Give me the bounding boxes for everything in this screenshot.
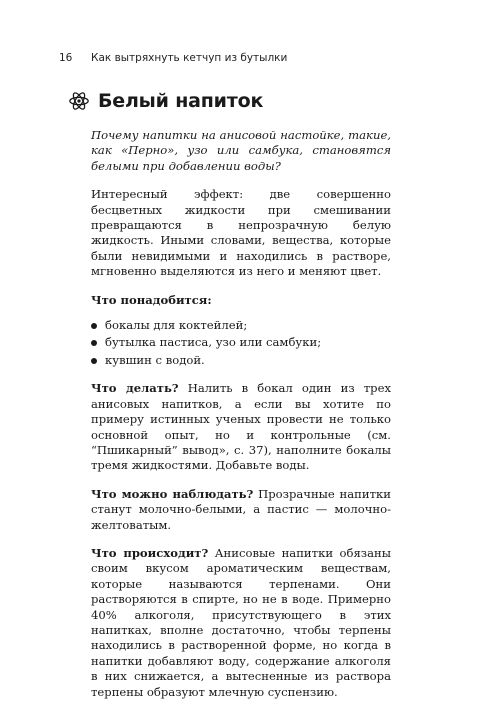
running-header (59, 52, 287, 64)
observe-text: Прозрачные напитки станут молочно-белыми, а пастис — молочно-желтоватым. (91, 486, 391, 532)
article-body (91, 128, 391, 713)
materials-list (91, 318, 391, 368)
todo-text: Налить в бокал один из трех анисовых напитков, а если вы хотите по примеру истинных ученых провести не только основной опыт, но и контрольные (см. “Пшикарный” вывод», с. 37), наполните бокалы тремя жидкостями. Добавьте воды. (91, 381, 391, 473)
observe-label: Что можно наблюдать? (91, 486, 254, 501)
intro-question: Почему напитки на анисовой настойке, такие, как «Перно», узо или самбука, становятся белыми при добавлении воды? (91, 128, 391, 173)
todo-label: Что делать? (91, 381, 179, 396)
section-title (68, 90, 263, 112)
page-number: 16 (59, 52, 73, 64)
happens-label: Что происходит? (91, 545, 209, 560)
paragraph-effect: Интересный эффект: две совершенно бесцветных жидкости при смешивании превращаются в непрозрачную белую жидкость. Иными словами, вещества, которые были невидимыми и находились в растворе, мгновенно выделяются из него и меняют цвет. (91, 187, 391, 279)
list-item-text: бокалы для коктейлей; (105, 318, 248, 333)
paragraph-todo (91, 381, 391, 473)
list-item (91, 318, 391, 333)
happens-text: Анисовые напитки обязаны своим вкусом ароматическим веществам, которые называются терпенами. Они растворяются в спирте, но не в воде. Примерно 40% алкоголя, присутствующего в этих напитках, вполне достаточно, чтобы терпены находились в растворенной форме, но когда в напитки добавляют воду, содержание алкоголя в них снижается, а вытесненные из раствора терпены образуют млечную суспензию. (91, 545, 391, 699)
list-item (91, 353, 391, 368)
list-item (91, 335, 391, 350)
list-item-text: кувшин с водой. (105, 352, 205, 367)
bullet-icon (91, 340, 97, 346)
bullet-icon (91, 358, 97, 364)
list-item-text: бутылка пастиса, узо или самбуки; (105, 335, 322, 350)
bullet-icon (91, 323, 97, 329)
atom-icon (68, 90, 90, 112)
running-title: Как вытряхнуть кетчуп из бутылки (91, 52, 288, 64)
paragraph-happens (91, 546, 391, 700)
need-label: Что понадобится: (91, 292, 212, 307)
paragraph-observe (91, 487, 391, 533)
section-heading: Белый напиток (98, 90, 264, 112)
